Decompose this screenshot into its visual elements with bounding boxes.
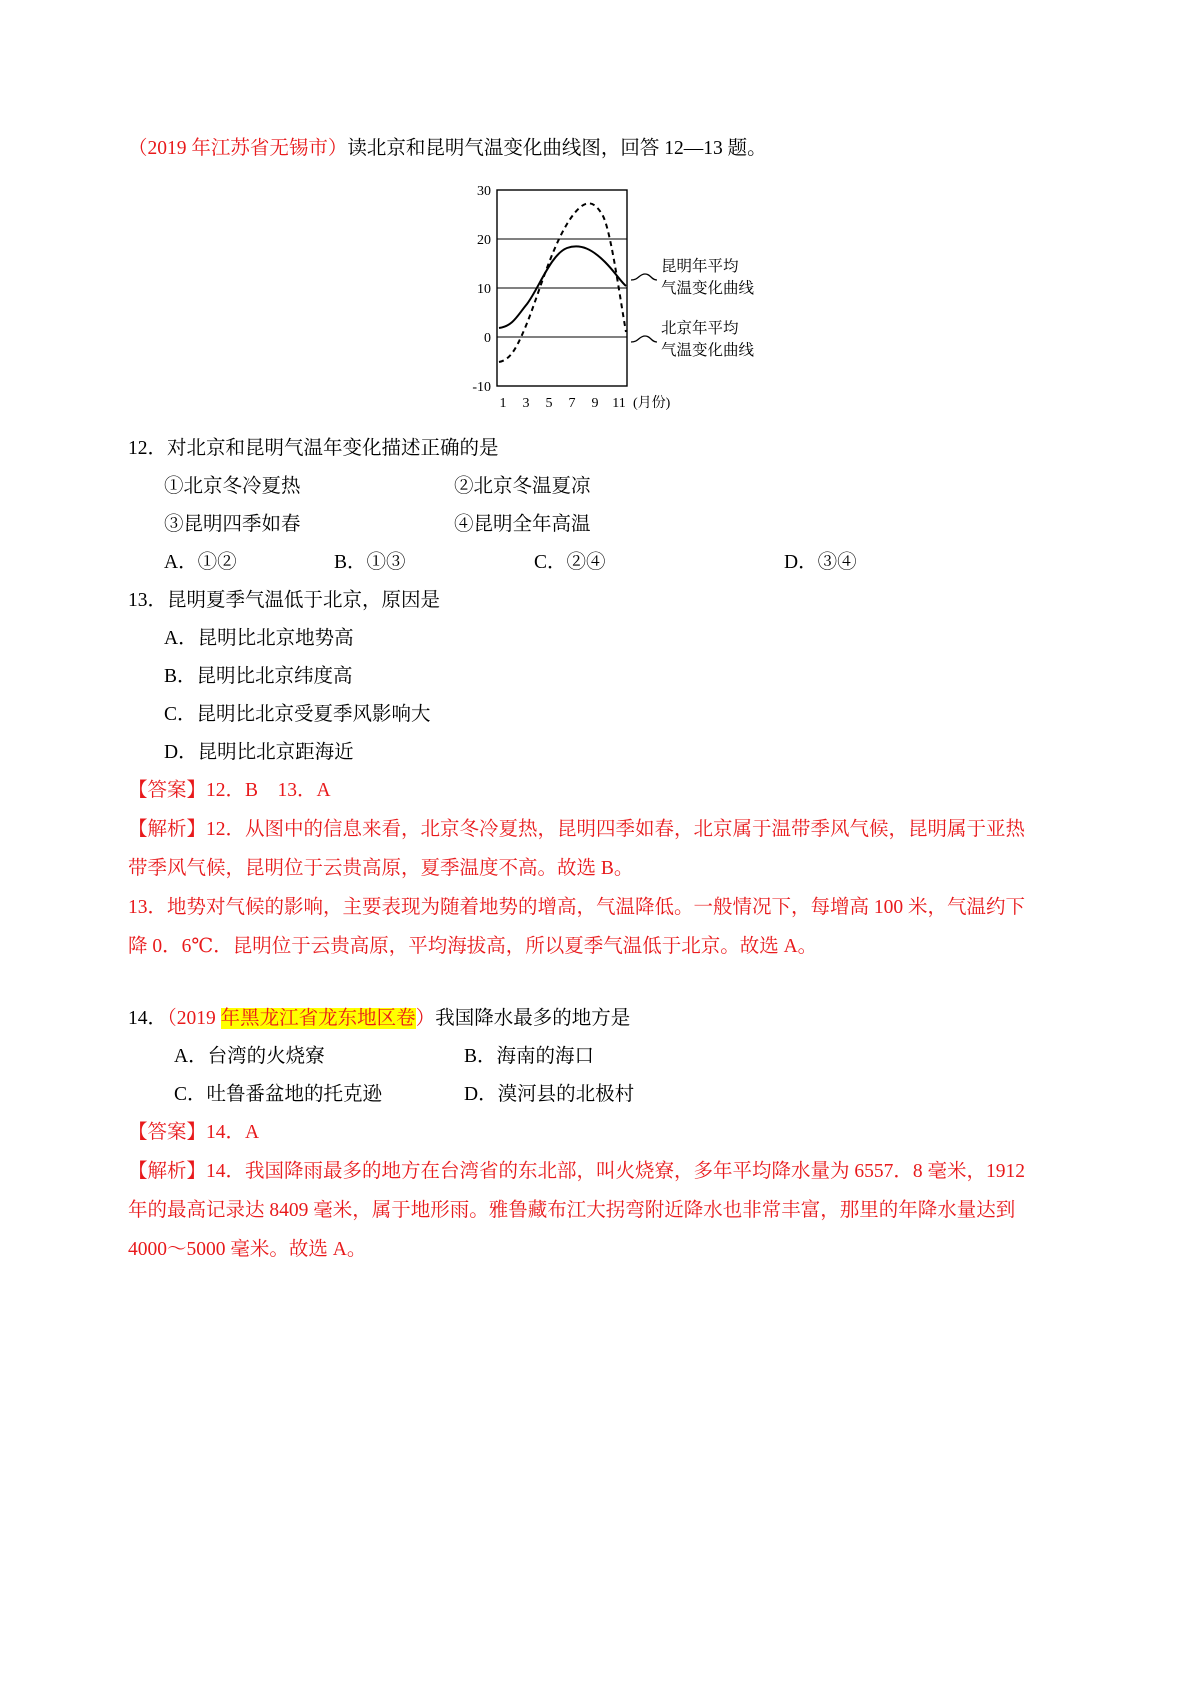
- svg-text:30: 30: [477, 184, 491, 200]
- q12-choice-a: A．①②: [164, 552, 237, 574]
- question-12-choices: [128, 544, 1072, 582]
- intro-line: [128, 130, 1072, 168]
- legend-beijing-line2: 气温变化曲线: [661, 342, 755, 360]
- analysis1-line-3: 13．地势对气候的影响，主要表现为随着地势的增高，气温降低。一般情况下，每增高 100 米，气温约下: [128, 897, 1026, 919]
- q14-source-close: ）: [415, 1008, 436, 1030]
- svg-text:3: 3: [522, 396, 530, 412]
- analysis2-line-1: 【解析】14．我国降雨最多的地方在台湾省的东北部，叫火烧寮，多年平均降水量为 6557．8 毫米，1912: [128, 1161, 1026, 1183]
- analysis1-line-4: 降 0．6℃．昆明位于云贵高原，平均海拔高，所以夏季气温低于北京。故选 A。: [128, 936, 818, 958]
- q12-item-1: ①北京冬冷夏热: [164, 476, 301, 498]
- q13-choice-a: A．昆明比北京地势高: [164, 628, 354, 650]
- svg-text:7: 7: [568, 396, 576, 412]
- analysis-block-1: [128, 810, 1072, 888]
- q13-choice-c: C．昆明比北京受夏季风影响大: [164, 704, 431, 726]
- analysis-block-2: [128, 1152, 1072, 1269]
- svg-text:1: 1: [499, 396, 507, 412]
- q14-source-highlight: 年黑龙江省龙东地区卷: [220, 1008, 416, 1030]
- q12-choice-d: D．③④: [784, 552, 857, 574]
- svg-text:5: 5: [545, 396, 553, 412]
- q12-item-3: ③昆明四季如春: [164, 514, 301, 536]
- q13-choice-d: D．昆明比北京距海近: [164, 742, 354, 764]
- q12-item-2: ②北京冬温夏凉: [454, 476, 591, 498]
- question-14-stem-line: [128, 1000, 1072, 1038]
- q14-choice-c: C．吐鲁番盆地的托克逊: [174, 1084, 383, 1106]
- q14-choice-d: D．漠河县的北极村: [464, 1084, 635, 1106]
- svg-text:-10: -10: [472, 380, 491, 396]
- q13-choice-b: B．昆明比北京纬度高: [164, 666, 353, 688]
- q14-choice-b: B．海南的海口: [464, 1046, 595, 1068]
- legend-beijing-line1: 北京年平均: [661, 320, 739, 338]
- question-12-items-row-2: [128, 506, 1072, 544]
- svg-text:9: 9: [591, 396, 599, 412]
- q12-choice-c: C．②④: [534, 552, 606, 574]
- temperature-chart-figure: [128, 176, 1072, 426]
- question-12-items-row-1: [128, 468, 1072, 506]
- analysis2-line-3: 4000～5000 毫米。故选 A。: [128, 1239, 367, 1261]
- analysis1-line-2: 带季风气候，昆明位于云贵高原，夏季温度不高。故选 B。: [128, 858, 634, 880]
- q14-stem-text: 我国降水最多的地方是: [435, 1008, 631, 1030]
- legend-kunming-line2: 气温变化曲线: [661, 280, 755, 298]
- svg-text:10: 10: [477, 282, 491, 298]
- answer-block-2: 【答案】14．A: [128, 1122, 260, 1144]
- analysis2-line-2: 年的最高记录达 8409 毫米，属于地形雨。雅鲁藏布江大拐弯附近降水也非常丰富，那里的年降水量达到: [128, 1200, 1016, 1222]
- q14-number: 14．: [128, 1008, 168, 1030]
- svg-text:20: 20: [477, 233, 491, 249]
- legend-kunming-line1: 昆明年平均: [661, 258, 739, 276]
- svg-text:11: 11: [612, 396, 626, 412]
- svg-text:0: 0: [484, 331, 491, 347]
- analysis1-line-1: 【解析】12．从图中的信息来看，北京冬冷夏热，昆明四季如春，北京属于温带季风气候，昆明属于亚热: [128, 819, 1026, 841]
- chart-svg: [455, 176, 775, 426]
- answer-block-1: 【答案】12．B 13．A: [128, 780, 331, 802]
- question-14-choices-row-2: [128, 1076, 1072, 1114]
- chart-area: [455, 176, 775, 426]
- analysis-block-1b: [128, 888, 1072, 966]
- svg-text:(月份): (月份): [633, 396, 671, 412]
- q14-source-open: （2019: [167, 1008, 221, 1030]
- intro-text: 读北京和昆明气温变化曲线图，回答 12—13 题。: [347, 138, 767, 159]
- q12-item-4: ④昆明全年高温: [454, 514, 591, 536]
- question-13-stem: 13．昆明夏季气温低于北京，原因是: [128, 590, 441, 612]
- q14-choice-a: A．台湾的火烧寮: [174, 1046, 325, 1068]
- question-14-choices-row-1: [128, 1038, 1072, 1076]
- intro-source: （2019 年江苏省无锡市）: [128, 138, 348, 159]
- question-12-stem: 12．对北京和昆明气温年变化描述正确的是: [128, 438, 499, 460]
- q12-choice-b: B．①③: [334, 552, 406, 574]
